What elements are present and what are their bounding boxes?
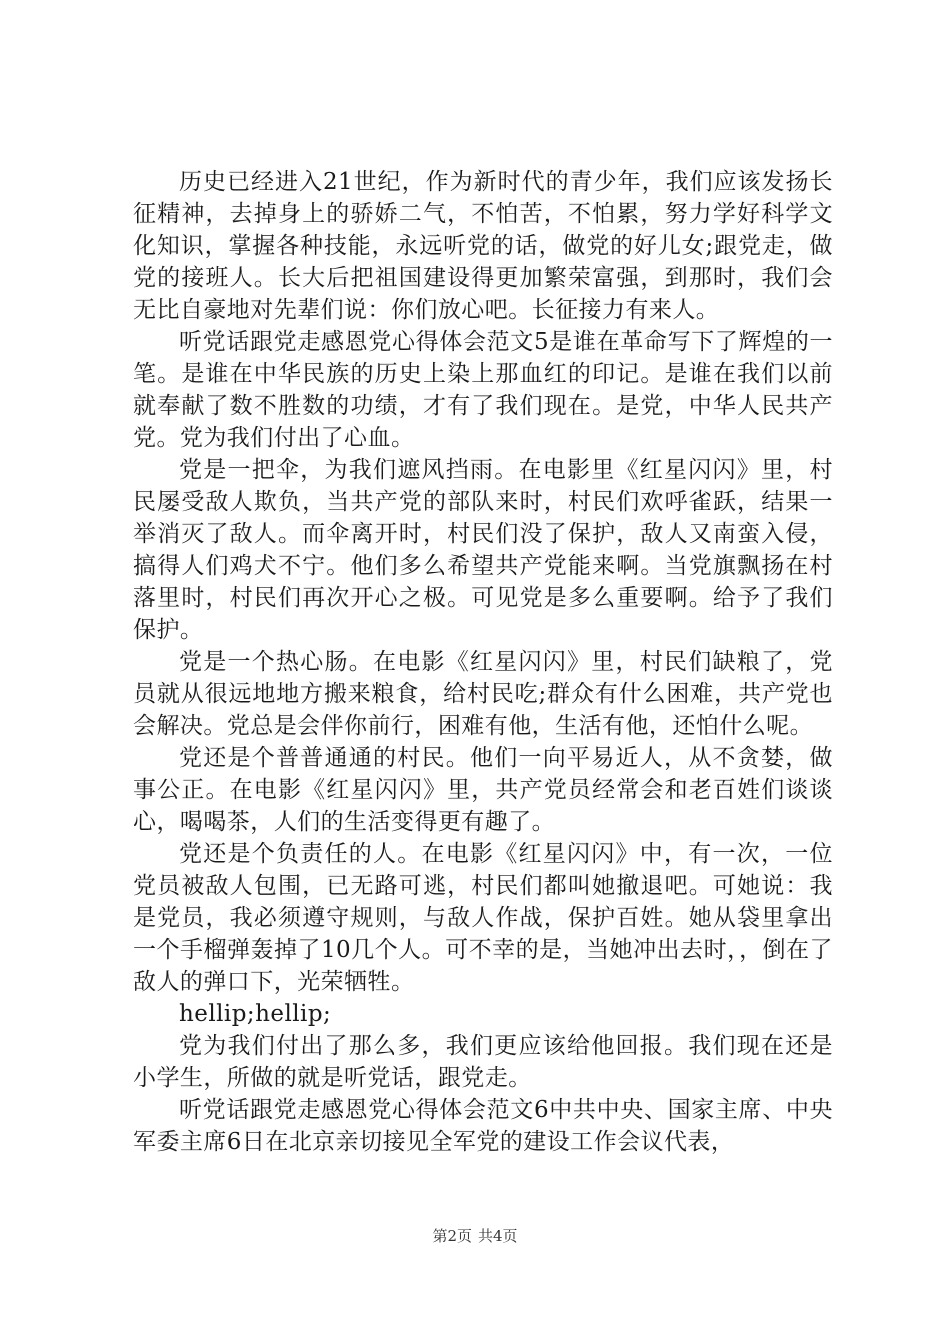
paragraph: 听党话跟党走感恩党心得体会范文6中共中央、国家主席、中央军委主席6日在北京亲切接见全军党的建设工作会议代表， — [133, 1097, 833, 1155]
paragraph: 党还是个普普通通的村民。他们一向平易近人，从不贪婪，做事公正。在电影《红星闪闪》里，共产党员经常会和老百姓们谈谈心，喝喝茶，人们的生活变得更有趣了。 — [133, 745, 833, 835]
paragraph: 听党话跟党走感恩党心得体会范文5是谁在革命写下了辉煌的一笔。是谁在中华民族的历史上染上那血红的印记。是谁在我们以前就奉献了数不胜数的功绩，才有了我们现在。是党，中华人民共产党。党为我们付出了心血。 — [133, 329, 833, 451]
paragraph: 党为我们付出了那么多，我们更应该给他回报。我们现在还是小学生，所做的就是听党话，跟党走。 — [133, 1033, 833, 1091]
paragraph: 党还是个负责任的人。在电影《红星闪闪》中，有一次，一位党员被敌人包围，已无路可逃，村民们都叫她撤退吧。可她说：我是党员，我必须遵守规则，与敌人作战，保护百姓。她从袋里拿出一个手榴弹轰掉了10几个人。可不幸的是，当她冲出去时，，倒在了敌人的弹口下，光荣牺牲。 — [133, 841, 833, 995]
paragraph: 党是一个热心肠。在电影《红星闪闪》里，村民们缺粮了，党员就从很远地地方搬来粮食，给村民吃;群众有什么困难，共产党也会解决。党总是会伴你前行，困难有他，生活有他，还怕什么呢。 — [133, 649, 833, 739]
paragraph: hellip;hellip; — [179, 1001, 332, 1027]
document-body — [133, 166, 833, 1158]
paragraph: 党是一把伞，为我们遮风挡雨。在电影里《红星闪闪》里，村民屡受敌人欺负，当共产党的部队来时，村民们欢呼雀跃，结果一举消灭了敌人。而伞离开时，村民们没了保护，敌人又南蛮入侵，搞得人们鸡犬不宁。他们多么希望共产党能来啊。当党旗飘扬在村落里时，村民们再次开心之极。可见党是多么重要啊。给予了我们保护。 — [133, 457, 833, 643]
page-footer — [0, 1225, 950, 1246]
paragraph: 历史已经进入21世纪，作为新时代的青少年，我们应该发扬长征精神，去掉身上的骄娇二气，不怕苦，不怕累，努力学好科学文化知识，掌握各种技能，永远听党的话，做党的好儿女;跟党走，做党的接班人。长大后把祖国建设得更加繁荣富强，到那时，我们会无比自豪地对先辈们说：你们放心吧。长征接力有来人。 — [133, 169, 833, 323]
page-number-current: 第2页 — [432, 1227, 472, 1245]
page-number-total: 共4页 — [478, 1227, 518, 1245]
